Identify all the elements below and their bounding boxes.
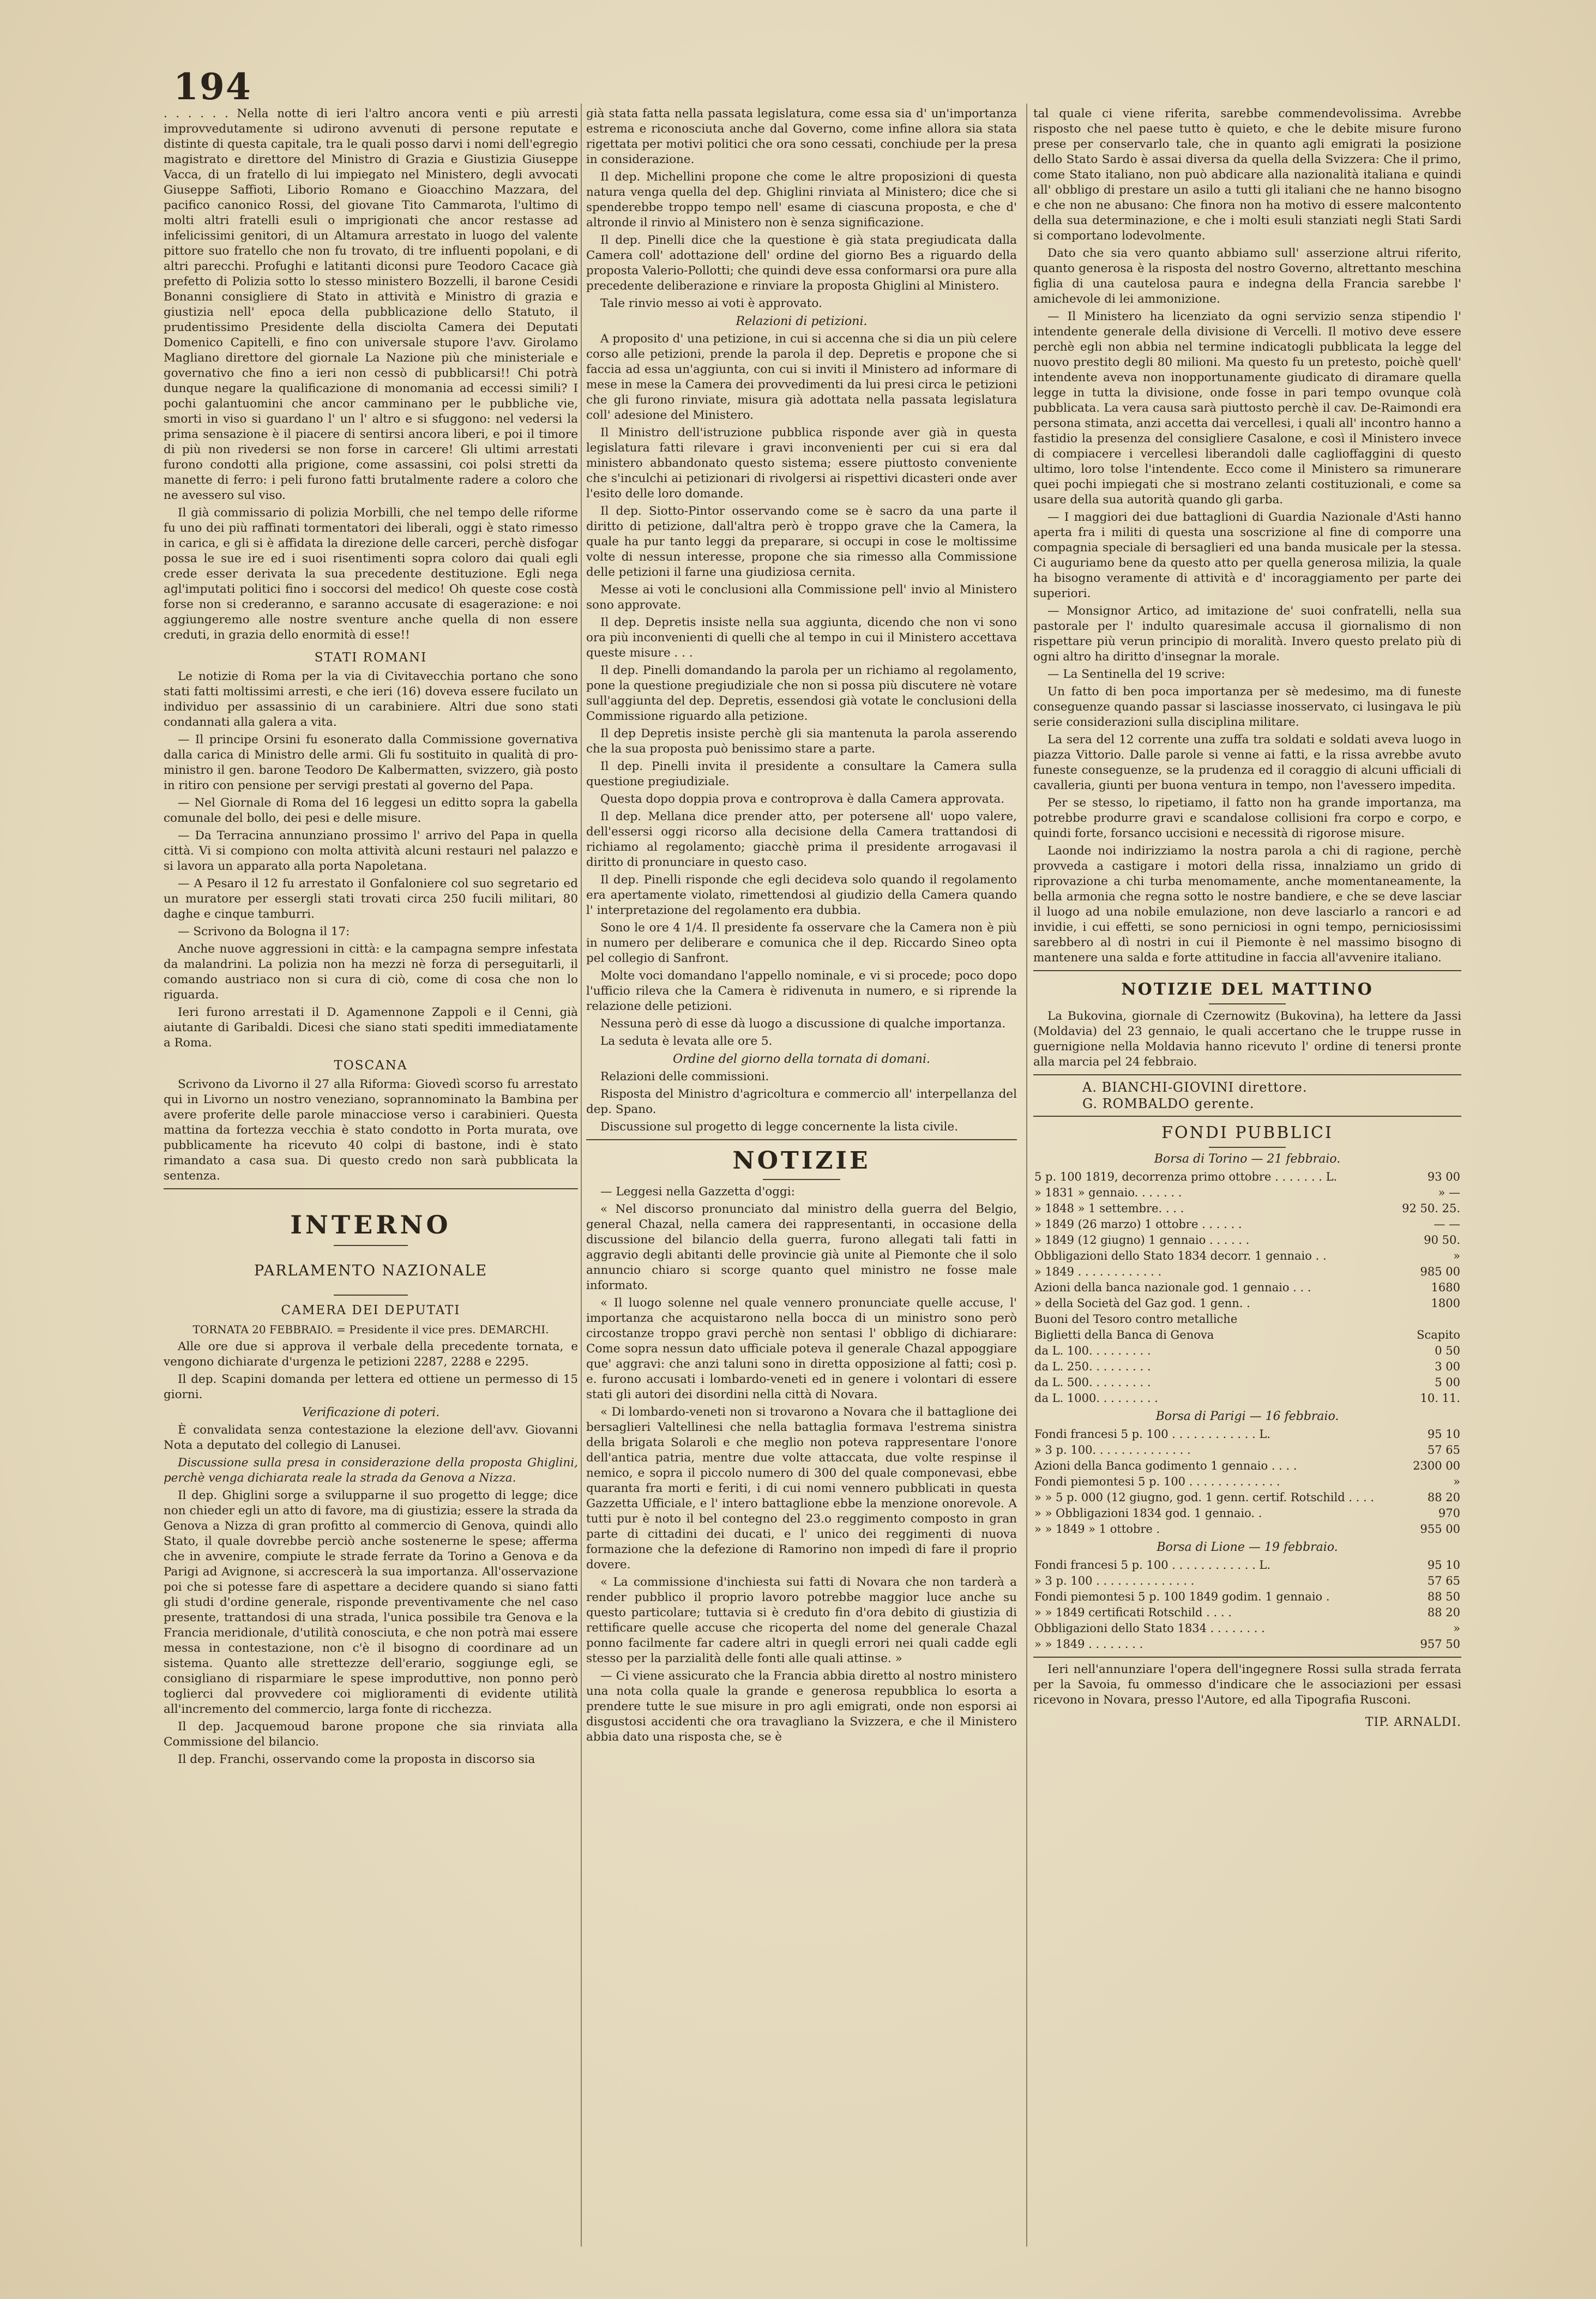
quote-value: 1680	[1431, 1281, 1460, 1294]
printer-imprint: TIP. ARNALDI.	[1365, 1716, 1461, 1729]
quote-label: Fondi piemontesi 5 p. 100 . . . . . . . . . . . . .	[1034, 1475, 1280, 1488]
quote-label: Azioni della Banca godimento 1 gennaio . . . .	[1034, 1459, 1297, 1472]
quote-label: » » 1849 certificati Rotschild . . . .	[1034, 1606, 1232, 1619]
paragraph: Discussione sulla presa in considerazione della proposta Ghiglini, perchè venga dichiarata reale la strada da Genova a Nizza.	[164, 1456, 578, 1485]
heading-camera: CAMERA DEI DEPUTATI	[281, 1303, 461, 1317]
quote-value: 90 50.	[1424, 1233, 1460, 1247]
quote-label: da L. 250. . . . . . . . .	[1034, 1360, 1151, 1373]
quote-label: » 1849 . . . . . . . . . . . .	[1034, 1265, 1162, 1278]
heading-borsa-torino: Borsa di Torino — 21 febbraio.	[1154, 1152, 1341, 1166]
section-heading-notizie: NOTIZIE	[732, 1147, 871, 1175]
paragraph: Alle ore due si approva il verbale della precedente tornata, e vengono dichiarate d'urgenza le petizioni 2287, 2288 e 2295.	[164, 1340, 578, 1369]
staff-manager: G. ROMBALDO gerente.	[1082, 1096, 1255, 1111]
quote-label: » » 5 p. 000 (12 giugno, god. 1 genn. certif. Rotschild . . . .	[1034, 1491, 1375, 1504]
paragraph: Il già commissario di polizia Morbilli, che nel tempo delle riforme fu uno dei più raffinati tormentatori dei liberali, oggi è stato rimesso in carica, e gli si è affidata la direzione delle carceri, perchè disfogar possa le sue ire ed i suoi risentimenti sopra coloro dai quali egli crede esser derivata la sua precedente destituzione. Egli nega agl'imputati politici fino i soccorsi del medico! Oh queste cose costà forse non si crederanno, e saranno accusate di esagerazione: e noi aggiungeremo alle nostre sventure anche quella di non essere creduti, in grazia dello enormità di esse!!	[164, 506, 578, 642]
quote-label: » della Società del Gaz god. 1 genn. .	[1034, 1297, 1250, 1310]
quote-value: Scapito	[1417, 1328, 1460, 1341]
quote-value: 92 50. 25.	[1402, 1202, 1460, 1215]
quote-row	[1033, 1169, 1461, 1185]
quote-row	[1033, 1521, 1461, 1537]
section-heading-stati-romani: STATI ROMANI	[314, 651, 427, 665]
quote-label: » » Obbligazioni 1834 god. 1 gennaio. .	[1034, 1507, 1262, 1520]
quote-row	[1033, 1589, 1461, 1605]
column-rule	[1026, 104, 1027, 2247]
paragraph: Tale rinvio messo ai voti è approvato.	[600, 297, 822, 310]
paragraph: — Monsignor Artico, ad imitazione de' suoi confratelli, nella sua pastorale per l' indulto quaresimale accusa il giornalismo di non rispettare più verun principio di moralità. Invero questo prelato più di ogni altro ha diritto d'insegnar la morale.	[1033, 604, 1461, 664]
paragraph: Laonde noi indirizziamo la nostra parola a chi di ragione, perchè provveda a castigare i motori della rissa, innalziamo un grido di riprovazione a chi turba menomamente, anche momentaneamente, la bella armonia che regna sotto le nostre bandiere, e che se deve lasciar il luogo ad una nobile emulazione, non deve lasciarlo a rancori e ad invidie, i cui effetti, se sono perniciosi in ogni tempo, perniciosissimi sarebbero al dì nostri in cui il Piemonte è nel massimo bisogno di mantenere una salda e forte attitudine in faccia all'avvenire italiano.	[1033, 844, 1461, 965]
quote-value: 88 20	[1427, 1491, 1460, 1504]
quote-value: 93 00	[1427, 1170, 1460, 1183]
quote-value: 957 50	[1420, 1638, 1460, 1651]
quote-label: Fondi francesi 5 p. 100 . . . . . . . . . . . . L.	[1034, 1428, 1271, 1441]
quote-value: 57 65	[1427, 1574, 1460, 1587]
quote-label: Azioni della banca nazionale god. 1 gennaio . . .	[1034, 1281, 1311, 1294]
paragraph: Il Ministro dell'istruzione pubblica risponde aver già in questa legislatura fatti rilevare i gravi inconvenienti per cui si era dal ministero abbandonato questo sistema; essere piuttosto conveniente che s'inculchi ai petizionari di rivolgersi ai rispettivi dicasteri onde aver l'esito delle loro domande.	[586, 426, 1017, 501]
section-heading-interno: INTERNO	[290, 1210, 451, 1239]
quote-row	[1033, 1573, 1461, 1589]
session-line: TORNATA 20 FEBBRAIO. = Presidente il vice pres. DEMARCHI.	[192, 1323, 549, 1336]
quotes-table-lione	[1033, 1557, 1461, 1652]
subheading-ordine: Ordine del giorno della tornata di domani.	[672, 1052, 930, 1066]
quote-label: Fondi piemontesi 5 p. 100 1849 godim. 1 gennaio .	[1034, 1590, 1330, 1603]
quote-row	[1033, 1391, 1461, 1406]
divider	[164, 1188, 578, 1189]
quote-label: » 3 p. 100. . . . . . . . . . . . . .	[1034, 1443, 1191, 1457]
paragraph: Discussione sul progetto di legge concernente la lista civile.	[600, 1120, 959, 1134]
quote-row	[1033, 1248, 1461, 1264]
quote-value: 0 50	[1435, 1344, 1460, 1357]
quote-label: » » 1849 » 1 ottobre .	[1034, 1522, 1160, 1536]
paragraph: Il dep. Pinelli dice che la questione è già stata pregiudicata dalla Camera coll' adottazione dell' ordine del giorno Bes a riguardo della proposta Valerio-Pollotti; che quindi deve essa conformarsi ora pure alla precedente deliberazione e rinviare la proposta Ghiglini al Ministero.	[586, 233, 1017, 293]
divider	[1033, 970, 1461, 971]
paragraph: « Il luogo solenne nel quale vennero pronunciate quelle accuse, l' importanza che acquistarono nella bocca di un ministro sono però circostanze troppo gravi perchè non sentasi l' obbligo di dichiarare: Come sopra nessun dato ufficiale poteva il generale Chazal appoggiare que' aggravi: che anzi taluni sono in diretta opposizione al fatti; così p. e. furono accusati i lombardo-veneti ed in genere i volontari di essere stati gli autori dei disordini nella città di Novara.	[586, 1296, 1017, 1401]
quote-row	[1033, 1280, 1461, 1296]
section-heading-toscana: TOSCANA	[334, 1058, 408, 1073]
paragraph: Scrivono da Livorno il 27 alla Riforma: Giovedì scorso fu arrestato qui in Livorno un nostro veneziano, soprannominato la Bambina per avere proferite delle parole minacciose verso i carabinieri. Questa mattina da fortezza vecchia è stato condotto in Porta murata, ove pubblicamente ha ricevuto 40 colpi di bastone, indi è stato rimandato a casa sua. Di questo credo non sarà pubblicata la sentenza.	[164, 1078, 578, 1183]
quote-value: 970	[1438, 1507, 1460, 1520]
quote-value: — —	[1434, 1218, 1460, 1231]
quote-label: » 1849 (12 giugno) 1 gennaio . . . . . .	[1034, 1233, 1250, 1247]
quote-row	[1033, 1217, 1461, 1232]
quote-value	[1388, 1311, 1461, 1327]
column-rule	[581, 104, 582, 2247]
paragraph: « Di lombardo-veneti non si trovarono a Novara che il battaglione dei bersaglieri Valtellinesi che nella battaglia formava l'estrema sinistra della brigata Solaroli e che meglio non poteva rappresentare l'onore dell'antica patria, mentre due volte attaccata, due volte respinse il nemico, e sopra il piccolo numero di 300 del quale componevasi, ebbe quaranta fra morti e feriti, i di cui nomi vennero pubblicati in questa Gazzetta Ufficiale, e l' intero battaglione ebbe la menzione onorevole. A tutti pur è noto il bel contegno del 23.o reggimento composto in gran parte di cittadini dei ducati, e l' unico dei reggimenti di nuova formazione che la defezione di Ramorino non impedì di fare il proprio dovere.	[586, 1405, 1017, 1572]
paragraph: Il dep. Ghiglini sorge a svilupparne il suo progetto di legge; dice non chieder egli un atto di favore, ma di giustizia; essere la strada da Genova a Nizza di gran profitto al commercio di Genova, quindi allo Stato, il quale dovrebbe perciò anche sostenerne le spese; afferma che in avvenire, compiute le strade ferrate da Torino a Genova e da Parigi ad Avignone, si accrescerà la sua importanza. All'osservazione poi che si potesse fare di aspettare a decidere quando si siano fatti gli studi d'ordine generale, risponde preventivamente che nel caso presente, trattandosi di una strada, l'unica possibile tra Genova e la Francia meridionale, d'utilità conosciuta, e che non potrà mai essere messa in contestazione, non c'è il bisogno di coordinare ad un sistema. Quanto alle strettezze dell'erario, soggiunge egli, se consigliano di risparmiare le spese improduttive, non ponno però toglierci dal provvedere coi miglioramenti di evidente utilità all'incremento del commercio, larga fonte di ricchezza.	[164, 1489, 578, 1716]
paragraph: Il dep Depretis insiste perchè gli sia mantenuta la parola asserendo che la sua proposta può benissimo stare a parte.	[586, 727, 1017, 756]
quotes-table-torino	[1033, 1169, 1461, 1406]
heading-fondi-pubblici: FONDI PUBBLICI	[1161, 1123, 1333, 1142]
quote-row	[1033, 1557, 1461, 1573]
quote-row	[1033, 1605, 1461, 1621]
naples-report-paragraph: . . . . . . Nella notte di ieri l'altro ancora venti e più arresti improvvedutamente si udirono avvenuti di persone reputate e distinte di questa capitale, tra le quali posso darvi i nomi dell'egregio magistrato e direttore del Ministro di Grazia e Giustizia Giuseppe Vacca, di un fratello di lui impiegato nel Ministero, degli avvocati Giuseppe Saffioti, Liborio Romano e Gioacchino Mazzara, del pacifico canonico Rossi, del giovane Tito Cammarota, l'ultimo di molti altri fratelli esuli o imprigionati che ancor restasse ad infelicissimi genitori, di un Altamura arrestato in luogo del valente pittore suo fratello che non fu trovato, di tre influenti popolani, e di altri parecchi. Profughi e latitanti diconsi pure Teodoro Cacace già prefetto di Polizia sotto lo stesso ministero Bozzelli, il barone Cesidi Bonanni consigliere di Stato in attività e Ministro di grazia e giustizia nell' epoca della pubblicazione dello Statuto, il prudentissimo Presidente della disciolta Camera dei Deputati Domenico Capitelli, e fino con universale stupore l'avv. Girolamo Magliano direttore del giornale La Nazione più che ministeriale e governativo che fino a ieri non cessò di pubblicarsi!! Chi potrà dunque negare la qualificazione di monomania ad eccessi simili? I pochi galantuomini che ancor camminano per le pubbliche vie, smorti in viso si guardano l' un l' altro e si sfuggono: nel vedersi la prima sensazione è il piacere di sentirsi ancora liberi, e poi il timore di più non rivedersi se non forse in carcere! Gli ultimi arrestati furono condotti alla prigione, come assassini, coi polsi stretti da manette di ferro: i peli furono fatti brutalmente radere a coloro che ne avessero sul viso.	[164, 107, 578, 502]
quote-row	[1033, 1343, 1461, 1359]
paragraph: — Leggesi nella Gazzetta d'oggi:	[600, 1185, 795, 1199]
quote-label: Fondi francesi 5 p. 100 . . . . . . . . . . . . L.	[1034, 1558, 1271, 1572]
quote-row	[1033, 1185, 1461, 1201]
paragraph: Molte voci domandano l'appello nominale, e vi si procede; poco dopo l'ufficio rileva che la Camera è ridivenuta in numero, e si riprende la relazione delle petizioni.	[586, 969, 1017, 1013]
divider	[334, 1295, 408, 1296]
quote-row	[1033, 1296, 1461, 1311]
paragraph: Messe ai voti le conclusioni alla Commissione pell' invio al Ministero sono approvate.	[586, 583, 1017, 612]
divider	[334, 1245, 408, 1246]
heading-borsa-parigi: Borsa di Parigi — 16 febbraio.	[1155, 1410, 1339, 1423]
paragraph: — La Sentinella del 19 scrive:	[1047, 667, 1225, 681]
quote-label: Obbligazioni dello Stato 1834 decorr. 1 gennaio . .	[1034, 1249, 1327, 1262]
quote-label: Buoni del Tesoro contro metalliche	[1034, 1313, 1238, 1326]
paragraph: Il dep. Franchi, osservando come la proposta in discorso sia	[178, 1753, 535, 1766]
paragraph: Il dep. Michellini propone che come le altre proposizioni di questa natura venga quella del dep. Ghiglini rinviata al Ministero; dice che si spenderebbe troppo tempo nell' esame di ciascuna proposta, e che d' altronde il rinvio al Ministero non è senza significazione.	[586, 170, 1017, 230]
paragraph: La seduta è levata alle ore 5.	[600, 1034, 773, 1048]
paragraph: La Bukovina, giornale di Czernowitz (Bukovina), ha lettere da Jassi (Moldavia) del 23 gennaio, le quali accertano che le truppe russe in guernigione nella Moldavia hanno ricevuto l' ordine di tenersi pronte alla marcia pel 24 febbraio.	[1033, 1009, 1461, 1069]
paragraph: A proposito d' una petizione, in cui si accenna che si dia un più celere corso alle petizioni, prende la parola il dep. Depretis e propone che si faccia ad essa un'aggiunta, con cui si inviti il Ministero ad informare di mese in mese la Camera dei provvedimenti da lui presi circa le petizioni che gli furono rinviate, misura già adottata nella passata legislatura coll' adesione del Ministero.	[586, 332, 1017, 422]
paragraph: « La commissione d'inchiesta sui fatti di Novara che non tarderà a render pubblico il proprio lavoro potrebbe maggior luce anche su questo particolare; tuttavia si è creduto fin d'ora debito di giustizia di rettificare quelle accuse che ricoperta del nome del generale Chazal ponno facilmente far cadere altri in quegli errori nei quali cadde egli stesso per la parzialità delle fonti alle quali attinse. »	[586, 1575, 1017, 1665]
paragraph: Il dep. Siotto-Pintor osservando come se è sacro da una parte il diritto di petizione, dall'altra però è troppo grave che la Camera, la quale ha pur tanto leggi da preparare, si occupi in cose le moltissime volte di nessun interesse, propone che sia rimesso alla Commissione delle petizioni il farne una giudiziosa cernita.	[586, 504, 1017, 579]
divider	[1033, 1657, 1461, 1658]
quote-row	[1033, 1264, 1461, 1280]
quote-value: 10. 11.	[1420, 1392, 1460, 1405]
paragraph: Anche nuove aggressioni in città: e la campagna sempre infestata da malandrini. La polizia non ha mezzi nè forza di perseguitarli, il comando austriaco non si cura di ciò, come di cosa che non lo riguarda.	[164, 942, 578, 1002]
quote-value: » —	[1438, 1186, 1460, 1199]
paragraph: Il dep. Depretis insiste nella sua aggiunta, dicendo che non vi sono ora più inconvenienti di quelli che al tempo in cui il Ministero accettava queste misure . . .	[586, 616, 1017, 660]
paragraph: Questa dopo doppia prova e controprova è dalla Camera approvata.	[600, 792, 1005, 806]
staff-director: A. BIANCHI-GIOVINI direttore.	[1082, 1080, 1308, 1095]
paragraph: Per se stesso, lo ripetiamo, il fatto non ha grande importanza, ma potrebbe produrre gravi e scandalose collisioni fra corpo e corpo, e quindi forte, forsanco uccisioni e necessità di rigorose misure.	[1033, 796, 1461, 840]
quote-value: »	[1453, 1249, 1460, 1262]
quote-row	[1033, 1621, 1461, 1636]
divider	[1033, 1116, 1461, 1117]
quote-label: da L. 100. . . . . . . . .	[1034, 1344, 1151, 1357]
quote-row	[1033, 1427, 1461, 1442]
quote-value: 5 00	[1435, 1376, 1460, 1389]
quote-value: 985 00	[1420, 1265, 1460, 1278]
quote-row	[1033, 1327, 1461, 1343]
section-heading-notizie-mattino: NOTIZIE DEL MATTINO	[1121, 980, 1374, 999]
paragraph: Il dep. Jacquemoud barone propone che sia rinviata alla Commissione del bilancio.	[164, 1720, 578, 1749]
paragraph: — Il Ministero ha licenziato da ogni servizio senza stipendio l' intendente generale della divisione di Vercelli. Il motivo deve essere perchè egli non abbia nel termine indicatogli pubblicata la legge del nuovo prestito degli 80 milioni. Ma questo fu un pretesto, poichè quell' intendente aveva non inopportunamente giudicato di diramare quella legge in tutta la divisione, onde fosse in pari tempo ovunque colà pubblicata. La vera causa sarà piuttosto perchè il cav. De-Raimondi era persona stimata, anzi accetta dai vercellesi, i quali all' incontro hanno a fastidio la presenza del consigliere Casalone, e così il Ministero invece di compiacere i vercellesi liberandoli dalle caglioffaggini di questo ultimo, loro tolse l'intendente. Ecco come il Ministero sa rimunerare quei pochi impiegati che si mostrano zelanti costituzionali, e come sa usare della sua autorità quando gli garba.	[1033, 310, 1461, 507]
subheading-verificazione: Verificazione di poteri.	[302, 1406, 440, 1419]
paragraph: Le notizie di Roma per la via di Civitavecchia portano che sono stati fatti moltissimi arresti, e che ieri (16) doveva essere fucilato un individuo per assassinio di un carabiniere. Altri due sono stati condannati alla galera a vita.	[164, 670, 578, 729]
notice-paragraph: Ieri nell'annunziare l'opera dell'ingegnere Rossi sulla strada ferrata per la Savoia, fu ommesso d'indicare che le associazioni per essasi ricevono in Novara, presso l'Autore, ed alla Tipografia Rusconi.	[1033, 1663, 1461, 1707]
paragraph: — Da Terracina annunziano prossimo l' arrivo del Papa in quella città. Vi si compiono con molta attività alcuni restauri nel palazzo e si lavora un apparato alla porta Napoletana.	[164, 829, 578, 873]
paragraph: — I maggiori dei due battaglioni di Guardia Nazionale d'Asti hanno aperta fra i militi di questa una soscrizione al fine di comporre una compagnia speciale di bersaglieri ed una banda musicale per la stessa. Ci auguriamo bene da questo atto per quella generosa milizia, la quale ha bisogno veramente di attività e d' incoraggiamento per parte dei superiori.	[1033, 510, 1461, 600]
paragraph: Il dep. Scapini domanda per lettera ed ottiene un permesso di 15 giorni.	[164, 1373, 578, 1401]
quote-row	[1033, 1359, 1461, 1375]
paragraph: — A Pesaro il 12 fu arrestato il Gonfaloniere col suo segretario ed un muratore per essergli stati trovati circa 250 fucili militari, 80 daghe e cinque tamburri.	[164, 877, 578, 921]
paragraph: « Nel discorso pronunciato dal ministro della guerra del Belgio, general Chazal, nella camera dei rappresentanti, in occasione della discussione del bilancio della guerra, furono allegati tali fatti in aggravio degli abitanti delle provincie già unite al Piemonte che il solo annuncio chiaro si scorge quanto quel ministro ne fosse male informato.	[586, 1202, 1017, 1292]
paragraph: tal quale ci viene riferita, sarebbe commendevolissima. Avrebbe risposto che nel paese tutto è quieto, e che le debite misure furono prese per conservarlo tale, che in quanto agli emigrati la posizione dello Stato Sardo è assai diversa da quella della Svizzera: Che il primo, come Stato italiano, non può abdicare alla nazionalità italiana e quindi all' obbligo di prestare un asilo a tutti gli italiani che ne hanno bisogno e che non ne abusano: Che finora non ha motivo di essere malcontento della sua determinazione, e che i molti esuli stanziati negli Stati Sardi si comportano lodevolmente.	[1033, 107, 1461, 243]
quote-label: da L. 500. . . . . . . . .	[1034, 1376, 1151, 1389]
paragraph: — Il principe Orsini fu esonerato dalla Commissione governativa dalla carica di Ministro delle armi. Gli fu sostituito in qualità di pro-ministro il gen. barone Teodoro De Kalbermatten, svizzero, già posto in ritiro con pensione per servigi prestati al governo del Papa.	[164, 733, 578, 792]
quote-label: da L. 1000. . . . . . . . .	[1034, 1392, 1158, 1405]
quote-row	[1033, 1474, 1461, 1490]
paragraph: Il dep. Pinelli risponde che egli decideva solo quando il regolamento era apertamente violato, rimettendosi al giudizio della Camera quando l' interpretazione del regolamento era dubbia.	[586, 873, 1017, 917]
paragraph: — Nel Giornale di Roma del 16 leggesi un editto sopra la gabella comunale del bollo, dei pesi e delle misure.	[164, 796, 578, 825]
quote-label: » 1831 » gennaio. . . . . . .	[1034, 1186, 1182, 1199]
divider	[1209, 1003, 1286, 1004]
quote-value: 57 65	[1427, 1443, 1460, 1457]
paragraph: Risposta del Ministro d'agricoltura e commercio all' interpellanza del dep. Spano.	[586, 1087, 1017, 1116]
column-3	[1033, 106, 1461, 2249]
quote-value: 88 20	[1427, 1606, 1460, 1619]
paragraph: Un fatto di ben poca importanza per sè medesimo, ma di funeste conseguenze quando passar si lasciasse inosservato, ci lusingava le più serie considerazioni sulla disciplina militare.	[1033, 685, 1461, 729]
quote-row	[1033, 1442, 1461, 1458]
page-number: 194	[173, 65, 252, 108]
paragraph: Il dep. Pinelli domandando la parola per un richiamo al regolamento, pone la questione pregiudiziale che non si possa più discutere nè votare sull'aggiunta del dep. Depretis, essendosi già votate le conclusioni della Commissione riguardo alla petizione.	[586, 664, 1017, 723]
quote-row	[1033, 1490, 1461, 1506]
paragraph: Sono le ore 4 1/4. Il presidente fa osservare che la Camera non è più in numero per deliberare e comunica che il dep. Riccardo Sineo opta pel collegio di Sanfront.	[586, 921, 1017, 965]
quote-value: 95 10	[1427, 1428, 1460, 1441]
quote-label: Biglietti della Banca di Genova	[1034, 1328, 1214, 1341]
quote-row	[1033, 1506, 1461, 1521]
paragraph: — Ci viene assicurato che la Francia abbia diretto al nostro ministero una nota colla quale la grande e generosa repubblica lo esorta a prendere tutte le sue misure in pro agli emigrati, onde non esporsi ai disgustosi accidenti che ora travagliano la Svizzera, e che il Ministero abbia dato una risposta che, se è	[586, 1669, 1017, 1744]
paragraph: Relazioni delle commissioni.	[600, 1070, 769, 1084]
column-2	[586, 106, 1017, 2249]
divider	[1033, 1074, 1461, 1075]
quote-value: 88 50	[1427, 1590, 1460, 1603]
quote-row	[1033, 1201, 1461, 1217]
paragraph: già stata fatta nella passata legislatura, come essa sia d' un'importanza estrema e riconosciuta anche dal Governo, come infine allora sia stata rigettata per motivi politici che ora sono cessati, conchiude per la presa in considerazione.	[586, 107, 1017, 166]
paragraph: La sera del 12 corrente una zuffa tra soldati e soldati aveva luogo in piazza Vittorio. Dalle parole si venne ai fatti, e la rissa avrebbe avuto funeste conseguenze, se la prudenza ed il coraggio di alcuni ufficiali di cavalleria, giunti per buona ventura in tempo, non l'avessero impedita.	[1033, 733, 1461, 792]
quote-value: 1800	[1431, 1297, 1460, 1310]
quote-row	[1033, 1311, 1461, 1327]
quote-value: 2300 00	[1413, 1459, 1460, 1472]
quote-row	[1033, 1232, 1461, 1248]
quote-row	[1033, 1375, 1461, 1391]
paragraph: Dato che sia vero quanto abbiamo sull' asserzione altrui riferito, quanto generosa è la risposta del nostro Governo, altrettanto meschina figlia di una cautelosa paura e indegna della Francia sarebbe l' amichevole di lei ammonizione.	[1033, 246, 1461, 306]
quote-label: » 3 p. 100 . . . . . . . . . . . . . .	[1034, 1574, 1195, 1587]
paragraph: È convalidata senza contestazione la elezione dell'avv. Giovanni Nota a deputato del collegio di Lanusei.	[164, 1423, 578, 1452]
quote-label: » » 1849 . . . . . . . .	[1034, 1638, 1143, 1651]
heading-borsa-lione: Borsa di Lione — 19 febbraio.	[1157, 1540, 1338, 1554]
quote-row	[1033, 1636, 1461, 1652]
quote-value: 955 00	[1420, 1522, 1460, 1536]
quote-label: 5 p. 100 1819, decorrenza primo ottobre . . . . . . . L.	[1034, 1170, 1338, 1183]
divider	[1209, 1147, 1286, 1148]
paragraph: — Scrivono da Bologna il 17:	[178, 925, 350, 938]
quote-value: »	[1453, 1475, 1460, 1488]
paragraph: Ieri furono arrestati il D. Agamennone Zappoli e il Cenni, già aiutante di Garibaldi. Dicesi che siano stati spediti immediatamente a Roma.	[164, 1006, 578, 1050]
quote-value: »	[1453, 1622, 1460, 1635]
divider	[763, 1179, 840, 1180]
paragraph: Nessuna però di esse dà luogo a discussione di qualche importanza.	[600, 1017, 1006, 1031]
paragraph: Il dep. Mellana dice prender atto, per potersene all' uopo valere, dell'essersi oggi ricorso alla decisione della Camera trattandosi di richiamo al regolamento; giacchè prima il presidente arrogavasi il diritto di pronunciare in questo caso.	[586, 810, 1017, 869]
subheading-relazioni: Relazioni di petizioni.	[736, 315, 868, 328]
heading-parlamento: PARLAMENTO NAZIONALE	[254, 1262, 488, 1279]
quote-value: 3 00	[1435, 1360, 1460, 1373]
paragraph: Il dep. Pinelli invita il presidente a consultare la Camera sulla questione pregiudiziale.	[586, 760, 1017, 789]
quote-label: » 1848 » 1 settembre. . . .	[1034, 1202, 1184, 1215]
column-1	[164, 106, 578, 2249]
quote-label: » 1849 (26 marzo) 1 ottobre . . . . . .	[1034, 1218, 1242, 1231]
quote-label: Obbligazioni dello Stato 1834 . . . . . . . .	[1034, 1622, 1265, 1635]
quote-row	[1033, 1458, 1461, 1474]
quotes-table-parigi	[1033, 1427, 1461, 1537]
quote-value: 95 10	[1427, 1558, 1460, 1572]
divider	[586, 1139, 1017, 1140]
